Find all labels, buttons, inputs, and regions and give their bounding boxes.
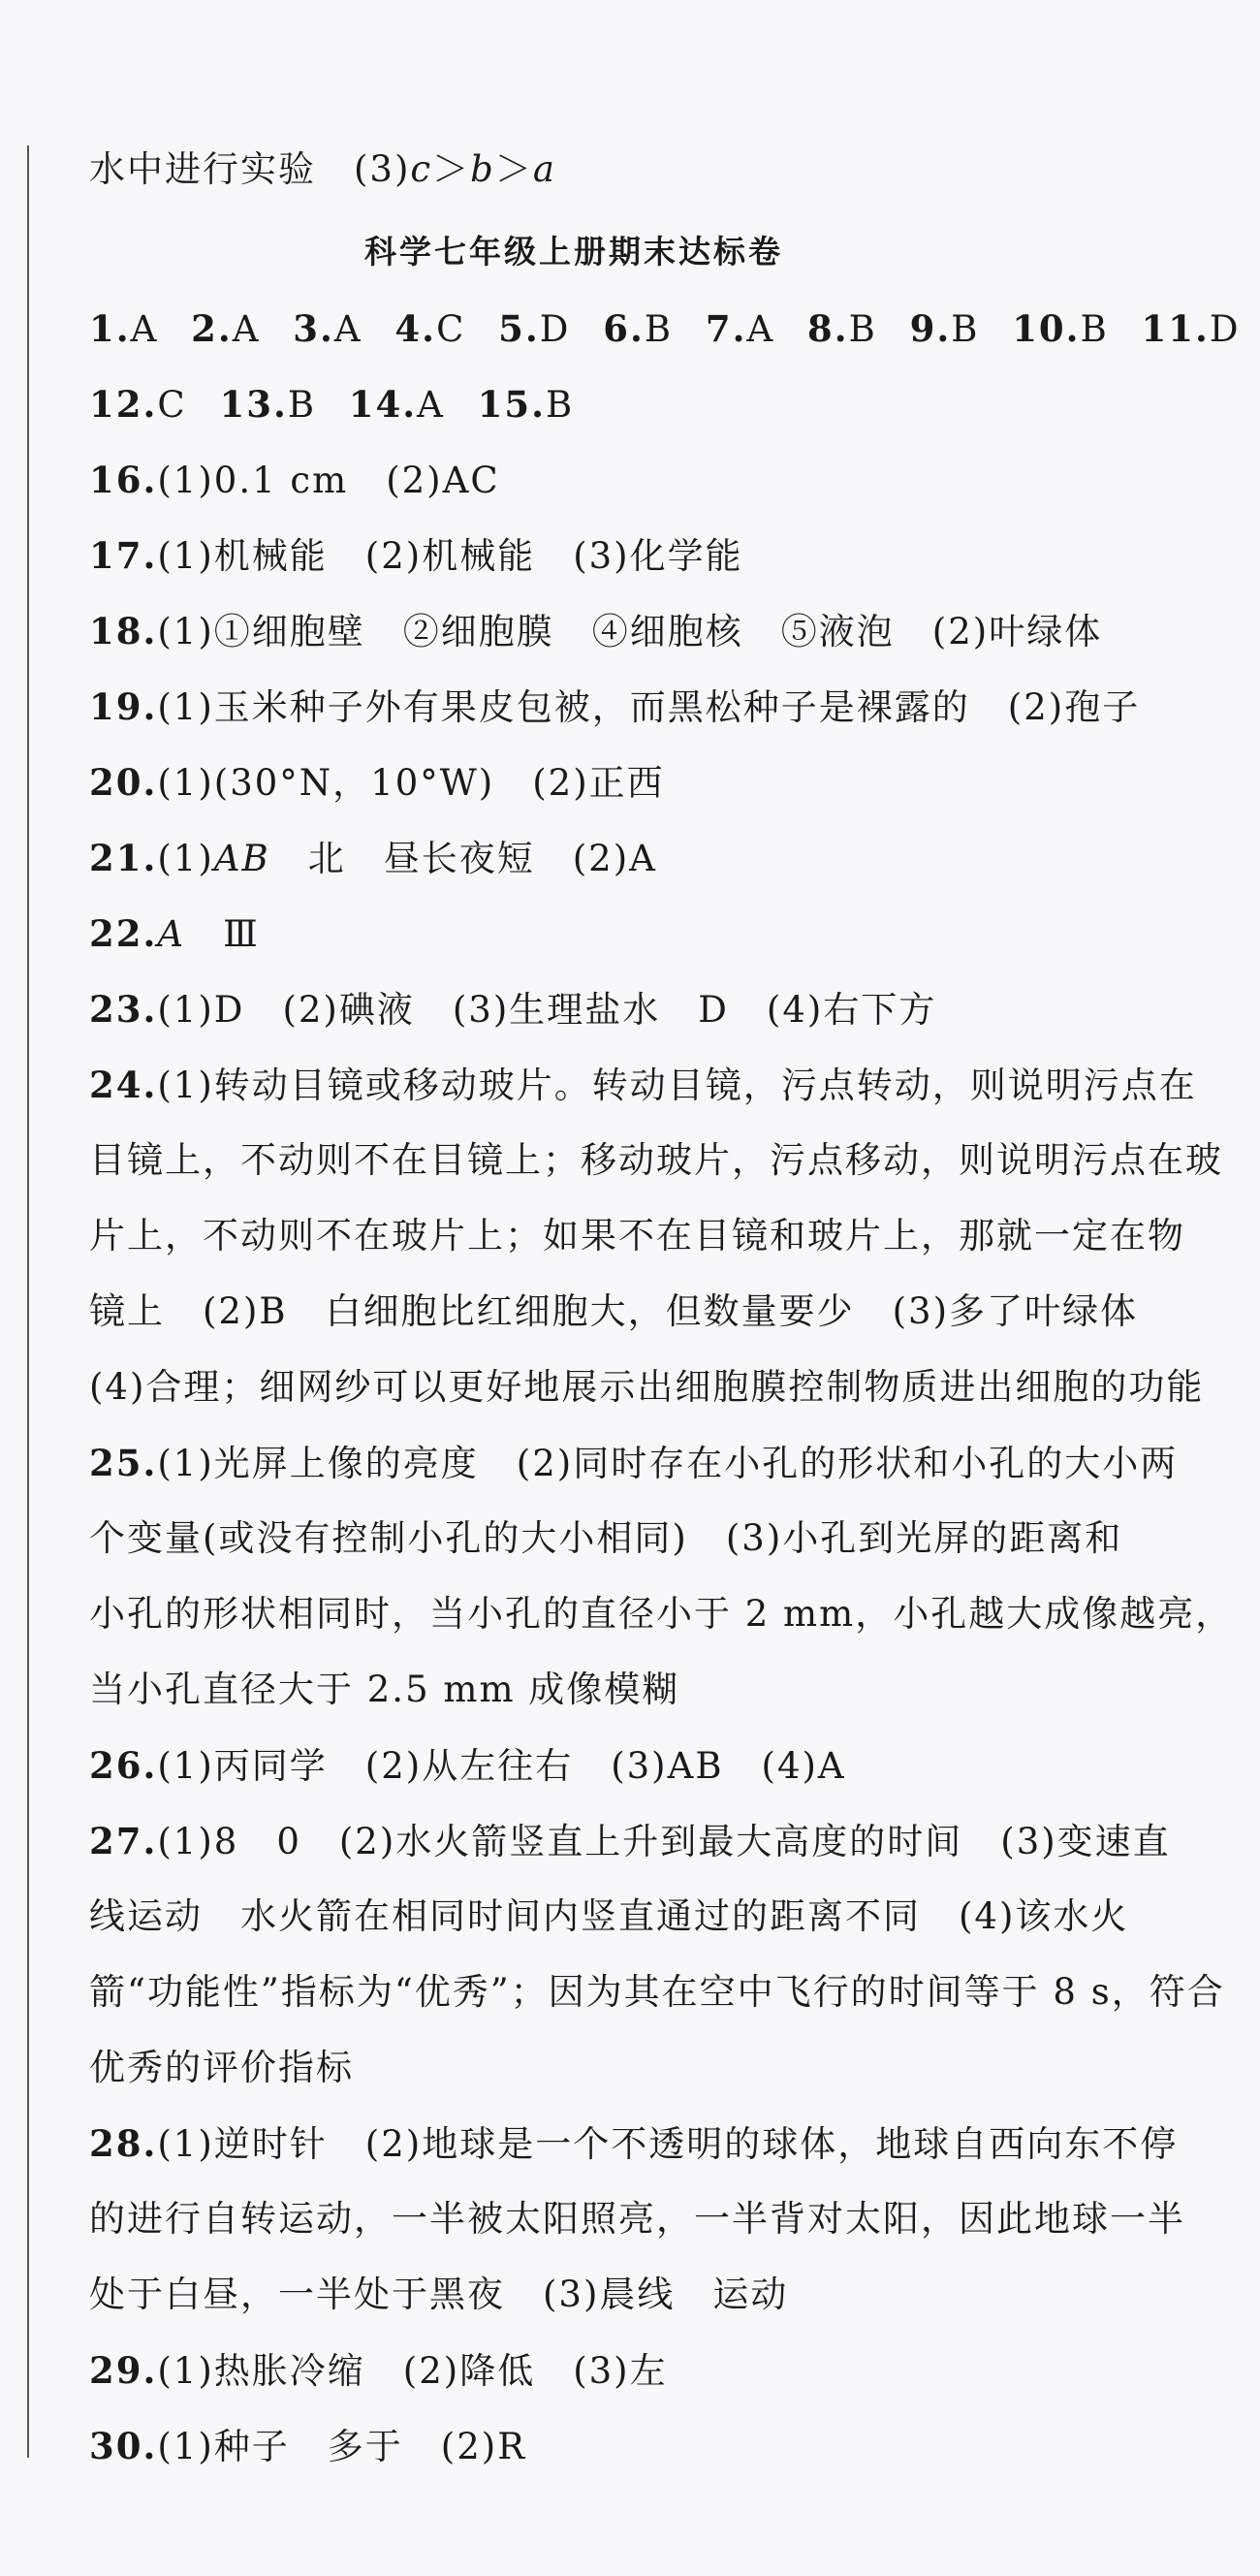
answer-24: 24.(1)转动目镜或移动玻片。转动目镜，污点转动，则说明污点在 <box>89 1064 1197 1106</box>
answer-23: 23.(1)D (2)碘液 (3)生理盐水 D (4)右下方 <box>89 988 937 1031</box>
gt-sign: ＞ <box>432 148 471 190</box>
gt-sign: ＞ <box>494 148 533 190</box>
answer-24-cont: 片上，不动则不在玻片上；如果不在目镜和玻片上，那就一定在物 <box>89 1215 1185 1256</box>
answer-24-cont: 镜上 (2)B 白细胞比红细胞大，但数量要少 (3)多了叶绿体 <box>89 1290 1139 1332</box>
mc-answer: 9.B <box>909 307 980 350</box>
answer-20: 20.(1)(30°N，10°W) (2)正西 <box>89 761 665 804</box>
mc-row-1 <box>89 304 1260 354</box>
mc-answer: 5.D <box>498 307 571 350</box>
mc-answer: 1.A <box>89 307 159 350</box>
top-line-text: 水中进行实验 (3) <box>89 148 411 190</box>
var-a: a <box>532 148 556 190</box>
mc-answer: 2.A <box>191 307 261 350</box>
top-line <box>89 145 556 194</box>
mc-answer: 8.B <box>806 307 877 350</box>
answer-25: 25.(1)光屏上像的亮度 (2)同时存在小孔的形状和小孔的大小两 <box>89 1442 1179 1484</box>
margin-rule <box>27 145 29 2458</box>
mc-answer: 6.B <box>603 307 674 350</box>
answer-29: 29.(1)热胀冷缩 (2)降低 (3)左 <box>89 2349 668 2392</box>
answer-28: 28.(1)逆时针 (2)地球是一个不透明的球体，地球自西向东不停 <box>89 2122 1179 2165</box>
mc-answer: 14.A <box>348 383 445 426</box>
var-b: b <box>470 148 495 190</box>
var-c: c <box>410 148 433 190</box>
answer-24-cont: (4)合理；细网纱可以更好地展示出细胞膜控制物质进出细胞的功能 <box>89 1366 1205 1408</box>
answer-26: 26.(1)丙同学 (2)从左往右 (3)AB (4)A <box>89 1744 846 1787</box>
answer-30: 30.(1)种子 多于 (2)R <box>89 2425 527 2467</box>
answer-27: 27.(1)8 0 (2)水火箭竖直上升到最大高度的时间 (3)变速直 <box>89 1820 1171 1862</box>
answer-24-cont: 目镜上，不动则不在目镜上；移动玻片，污点移动，则说明污点在玻 <box>89 1139 1223 1181</box>
exam-title: 科学七年级上册期末达标卷 <box>364 233 783 270</box>
answer-25-cont: 个变量(或没有控制小孔的大小相同) (3)小孔到光屏的距离和 <box>89 1517 1123 1559</box>
answer-27-cont: 箭“功能性”指标为“优秀”；因为其在空中飞行的时间等于 8 s，符合 <box>89 1971 1225 2013</box>
answer-21: 21.(1)AB 北 昼长夜短 (2)A <box>89 837 657 879</box>
answer-19: 19.(1)玉米种子外有果皮包被，而黑松种子是裸露的 (2)孢子 <box>89 685 1141 728</box>
answer-28-cont: 的进行自转运动，一半被太阳照亮，一半背对太阳，因此地球一半 <box>89 2198 1185 2240</box>
mc-row-2 <box>89 380 593 429</box>
answer-22: 22.A Ⅲ <box>89 912 260 955</box>
mc-answer: 11.D <box>1141 307 1241 350</box>
answer-18: 18.(1)①细胞壁 ②细胞膜 ④细胞核 ⑤液泡 (2)叶绿体 <box>89 610 1103 652</box>
answer-27-cont: 线运动 水火箭在相同时间内竖直通过的距离不同 (4)该水火 <box>89 1895 1129 1937</box>
answer-28-cont: 处于白昼，一半处于黑夜 (3)晨线 运动 <box>89 2274 789 2315</box>
answer-16: 16.(1)0.1 cm (2)AC <box>89 459 500 501</box>
answer-17: 17.(1)机械能 (2)机械能 (3)化学能 <box>89 534 743 577</box>
mc-answer: 13.B <box>219 383 317 426</box>
answer-25-cont: 当小孔直径大于 2.5 mm 成像模糊 <box>89 1669 680 1710</box>
mc-answer: 4.C <box>394 307 466 350</box>
mc-answer: 12.C <box>89 383 187 426</box>
mc-answer: 15.B <box>477 383 575 426</box>
mc-answer: 3.A <box>293 307 362 350</box>
answer-25-cont: 小孔的形状相同时，当小孔的直径小于 2 mm，小孔越大成像越亮， <box>89 1593 1234 1635</box>
answer-27-cont: 优秀的评价指标 <box>89 2047 354 2088</box>
mc-answer: 10.B <box>1012 307 1109 350</box>
mc-answer: 7.A <box>705 307 775 350</box>
